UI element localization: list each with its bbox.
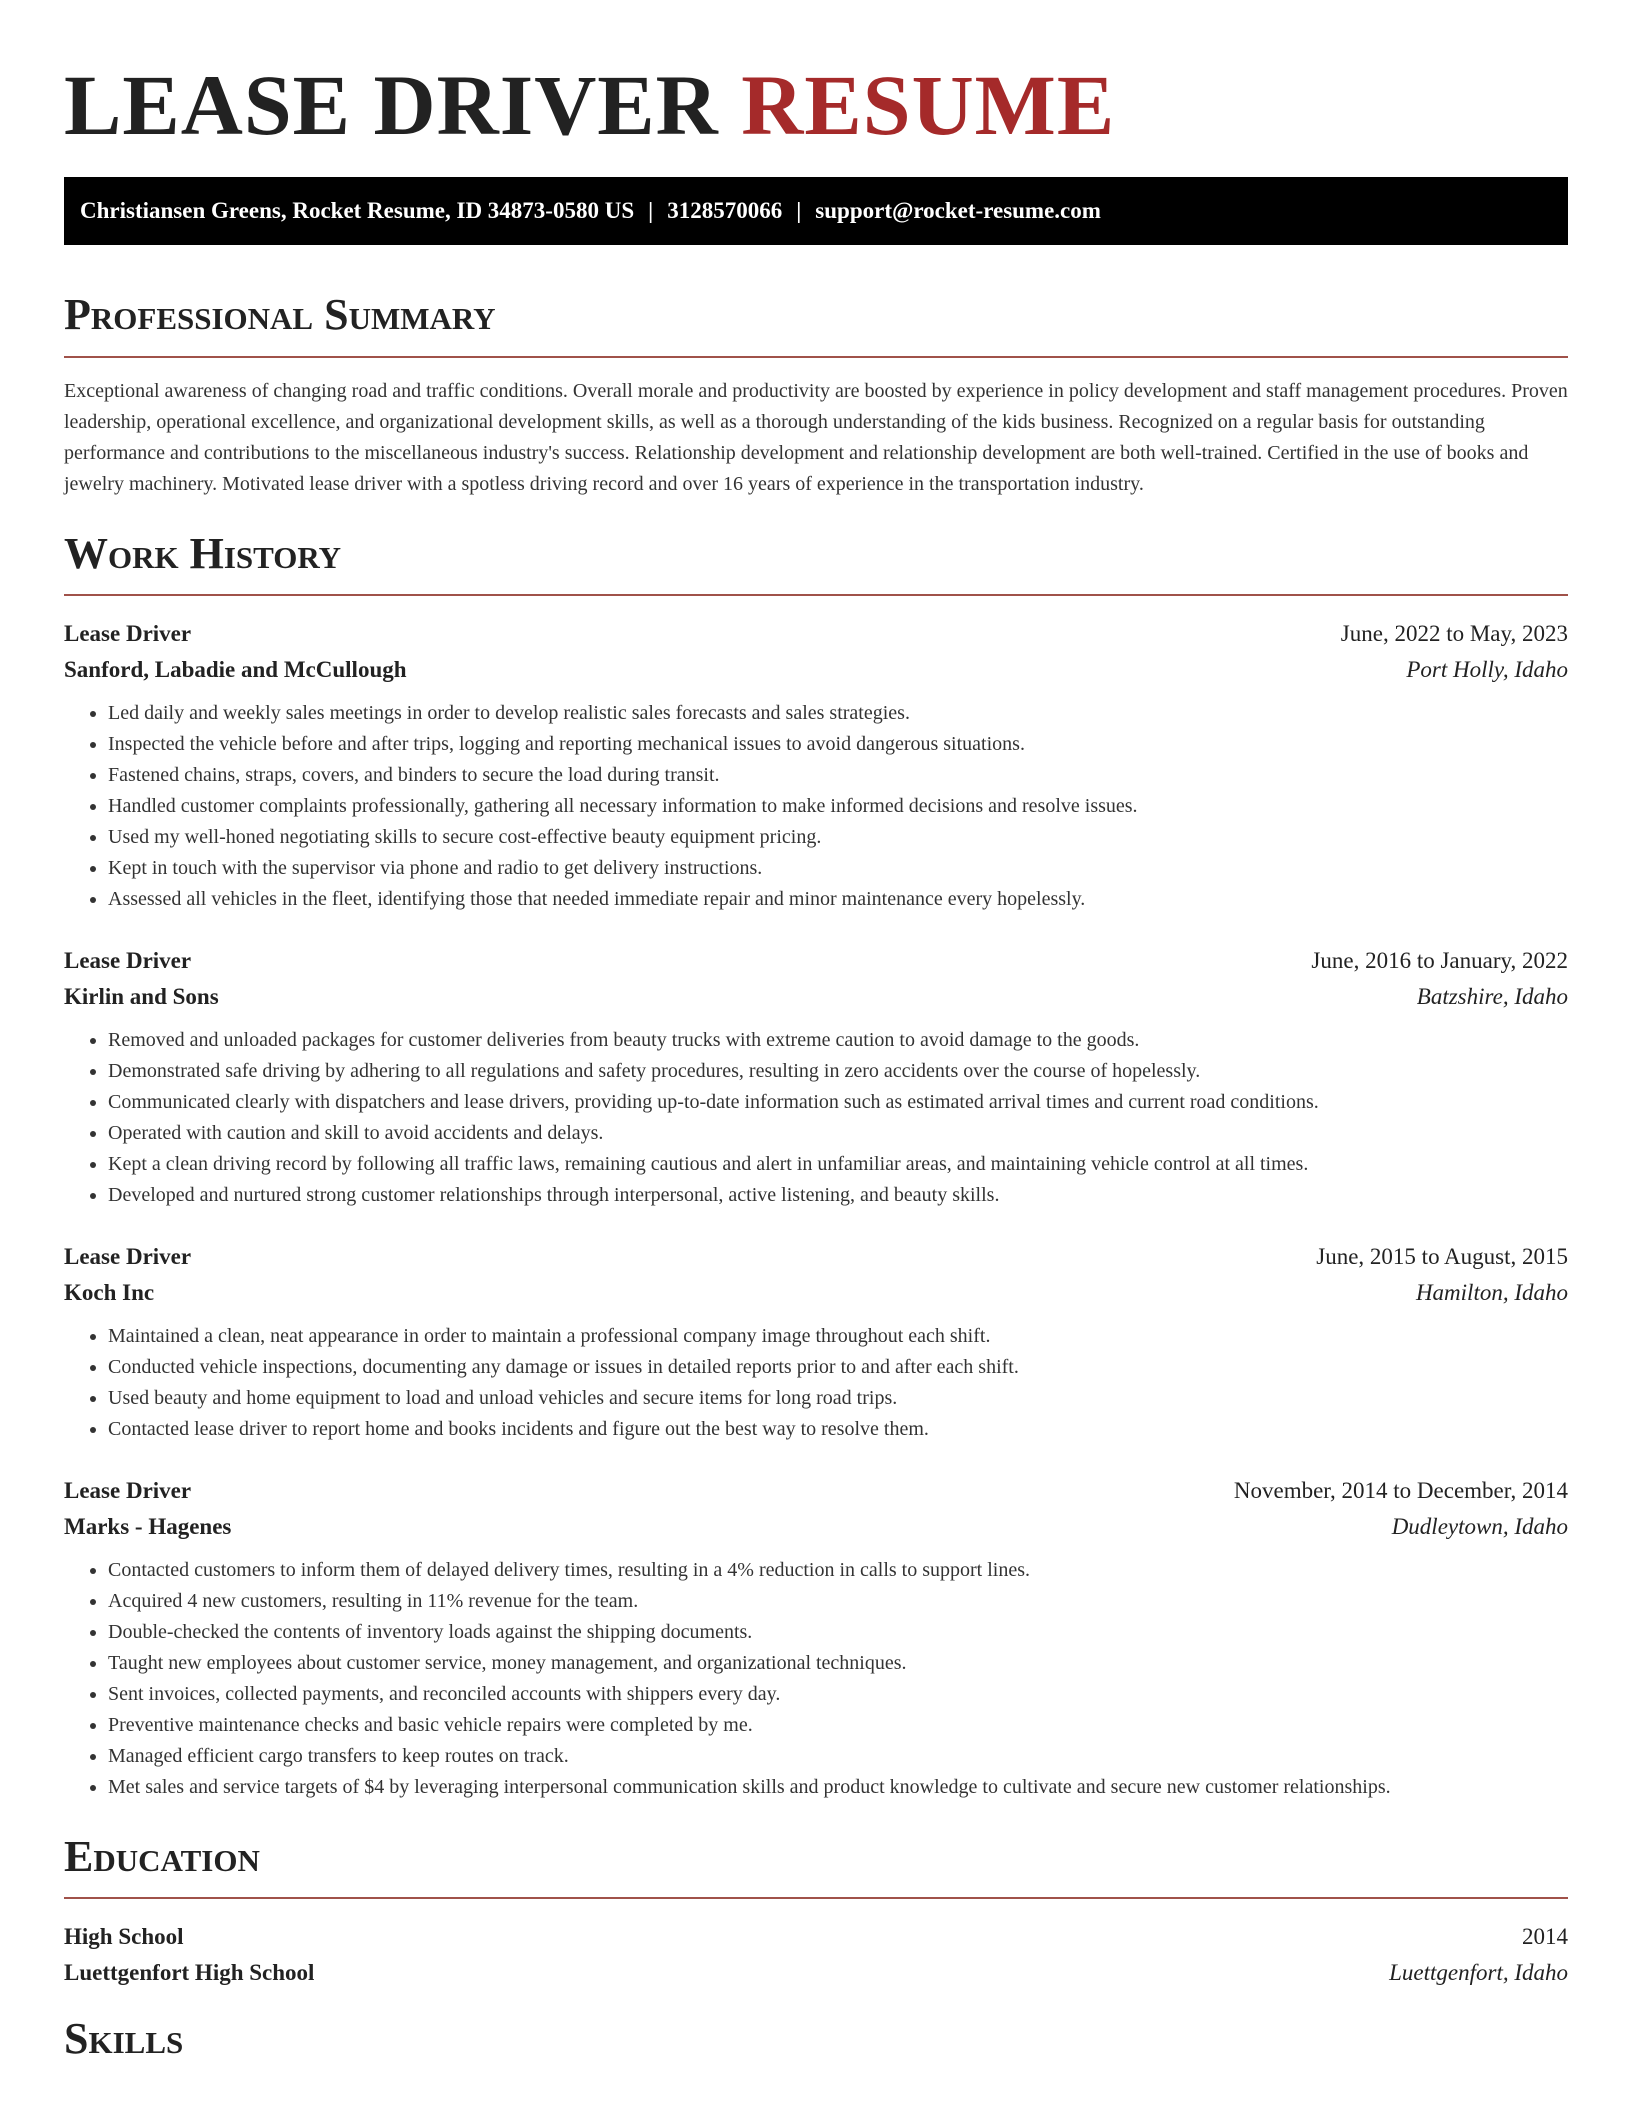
job-bullet: • Double-checked the contents of inventory loads against the shipping documents. bbox=[108, 1617, 1568, 1648]
job-bullet: • Demonstrated safe driving by adhering to all regulations and safety procedures, resulting in zero accidents over the course of hopelessly. bbox=[108, 1056, 1568, 1087]
summary-section bbox=[64, 291, 1568, 499]
job-bullet: • Handled customer complaints professionally, gathering all necessary information to make informed decisions and resolve issues. bbox=[108, 791, 1568, 822]
job-company: Sanford, Labadie and McCullough bbox=[64, 656, 407, 682]
job-dates: November, 2014 to December, 2014 bbox=[1233, 1477, 1568, 1503]
job-bullets bbox=[64, 1555, 1568, 1803]
job-bullet: • Operated with caution and skill to avoid accidents and delays. bbox=[108, 1118, 1568, 1149]
job-location: Dudleytown, Idaho bbox=[1391, 1513, 1568, 1539]
section-heading: Work History bbox=[64, 528, 342, 578]
contact-separator: | bbox=[796, 198, 802, 224]
job-bullet: • Kept a clean driving record by following all traffic laws, remaining cautious and alert in unfamiliar areas, and maintaining vehicle control at all times. bbox=[108, 1149, 1568, 1180]
job-title: Lease Driver bbox=[64, 1477, 192, 1503]
title-accent: RESUME bbox=[741, 57, 1116, 153]
job-location: Batzshire, Idaho bbox=[1416, 983, 1568, 1009]
section-heading: Education bbox=[64, 1831, 260, 1881]
summary-text: Exceptional awareness of changing road and traffic conditions. Overall morale and productivity are boosted by experience in policy development and staff management procedures. Proven leadership, operational excellence, and organizational development skills, as well as a thorough understanding of the kids business. Recognized on a regular basis for outstanding performance and contributions to the miscellaneous industry's success. Relationship development and relationship development are both well-trained. Certified in the use of books and jewelry machinery. Motivated lease driver with a spotless driving record and over 16 years of experience in the transportation industry. bbox=[64, 379, 1568, 495]
job-bullet: • Used my well-honed negotiating skills to secure cost-effective beauty equipment pricing. bbox=[108, 822, 1568, 853]
job-company: Koch Inc bbox=[64, 1279, 155, 1305]
contact-bar bbox=[64, 177, 1568, 245]
job-bullet: • Communicated clearly with dispatchers and lease drivers, providing up-to-date information such as estimated arrival times and current road conditions. bbox=[108, 1087, 1568, 1118]
job-bullet: • Led daily and weekly sales meetings in order to develop realistic sales forecasts and sales strategies. bbox=[108, 698, 1568, 729]
education-section bbox=[64, 1833, 1568, 1991]
section-divider bbox=[64, 594, 1568, 596]
skills-section bbox=[64, 2015, 1568, 2063]
job-bullet: • Used beauty and home equipment to load and unload vehicles and secure items for long road trips. bbox=[108, 1383, 1568, 1414]
education-school: Luettgenfort High School bbox=[64, 1960, 315, 1986]
job-bullet: • Managed efficient cargo transfers to keep routes on track. bbox=[108, 1741, 1568, 1772]
title-main: LEASE DRIVER bbox=[64, 57, 719, 153]
job-title: Lease Driver bbox=[64, 1243, 192, 1269]
job-bullet: • Removed and unloaded packages for customer deliveries from beauty trucks with extreme caution to avoid damage to the goods. bbox=[108, 1025, 1568, 1056]
job-bullet: • Sent invoices, collected payments, and reconciled accounts with shippers every day. bbox=[108, 1679, 1568, 1710]
job-entry bbox=[64, 616, 1568, 915]
resume-title bbox=[64, 0, 1568, 157]
job-title: Lease Driver bbox=[64, 947, 192, 973]
education-year: 2014 bbox=[1522, 1924, 1568, 1950]
contact-address: Christiansen Greens, Rocket Resume, ID 34873-0580 US bbox=[80, 198, 635, 224]
job-dates: June, 2016 to January, 2022 bbox=[1311, 947, 1568, 973]
job-bullet: • Conducted vehicle inspections, documenting any damage or issues in detailed reports prior to and after each shift. bbox=[108, 1352, 1568, 1383]
job-entry bbox=[64, 943, 1568, 1211]
section-heading: Professional Summary bbox=[64, 290, 496, 340]
job-bullet: • Met sales and service targets of $4 by leveraging interpersonal communication skills and product knowledge to cultivate and secure new customer relationships. bbox=[108, 1772, 1568, 1803]
job-bullet: • Kept in touch with the supervisor via phone and radio to get delivery instructions. bbox=[108, 853, 1568, 884]
section-divider bbox=[64, 356, 1568, 358]
job-bullet: • Acquired 4 new customers, resulting in 11% revenue for the team. bbox=[108, 1586, 1568, 1617]
job-entry bbox=[64, 1473, 1568, 1803]
job-bullet: • Fastened chains, straps, covers, and binders to secure the load during transit. bbox=[108, 760, 1568, 791]
section-heading: Skills bbox=[64, 2014, 184, 2064]
education-location: Luettgenfort, Idaho bbox=[1389, 1960, 1568, 1986]
section-divider bbox=[64, 1897, 1568, 1899]
job-company: Marks - Hagenes bbox=[64, 1513, 232, 1539]
job-bullet: • Preventive maintenance checks and basic vehicle repairs were completed by me. bbox=[108, 1710, 1568, 1741]
job-bullets bbox=[64, 1321, 1568, 1445]
job-location: Port Holly, Idaho bbox=[1406, 656, 1568, 682]
education-entry bbox=[64, 1919, 1568, 1991]
job-bullet: • Maintained a clean, neat appearance in order to maintain a professional company image throughout each shift. bbox=[108, 1321, 1568, 1352]
job-company: Kirlin and Sons bbox=[64, 983, 219, 1009]
contact-separator: | bbox=[648, 198, 654, 224]
job-entry bbox=[64, 1239, 1568, 1445]
job-dates: June, 2022 to May, 2023 bbox=[1340, 620, 1568, 646]
job-bullet: • Taught new employees about customer service, money management, and organizational techniques. bbox=[108, 1648, 1568, 1679]
job-dates: June, 2015 to August, 2015 bbox=[1316, 1243, 1568, 1269]
job-bullets bbox=[64, 698, 1568, 915]
job-bullet: • Inspected the vehicle before and after trips, logging and reporting mechanical issues to avoid dangerous situations. bbox=[108, 729, 1568, 760]
contact-phone: 3128570066 bbox=[667, 198, 783, 224]
education-degree: High School bbox=[64, 1924, 184, 1950]
job-bullet: • Developed and nurtured strong customer relationships through interpersonal, active listening, and beauty skills. bbox=[108, 1180, 1568, 1211]
job-bullets bbox=[64, 1025, 1568, 1211]
job-bullet: • Assessed all vehicles in the fleet, identifying those that needed immediate repair and minor maintenance every hopelessly. bbox=[108, 884, 1568, 915]
job-bullet: • Contacted customers to inform them of delayed delivery times, resulting in a 4% reduction in calls to support lines. bbox=[108, 1555, 1568, 1586]
job-location: Hamilton, Idaho bbox=[1415, 1279, 1568, 1305]
contact-email[interactable]: support@rocket-resume.com bbox=[815, 198, 1101, 224]
work-history-section bbox=[64, 530, 1568, 1803]
job-bullet: • Contacted lease driver to report home and books incidents and figure out the best way to resolve them. bbox=[108, 1414, 1568, 1445]
job-title: Lease Driver bbox=[64, 620, 192, 646]
